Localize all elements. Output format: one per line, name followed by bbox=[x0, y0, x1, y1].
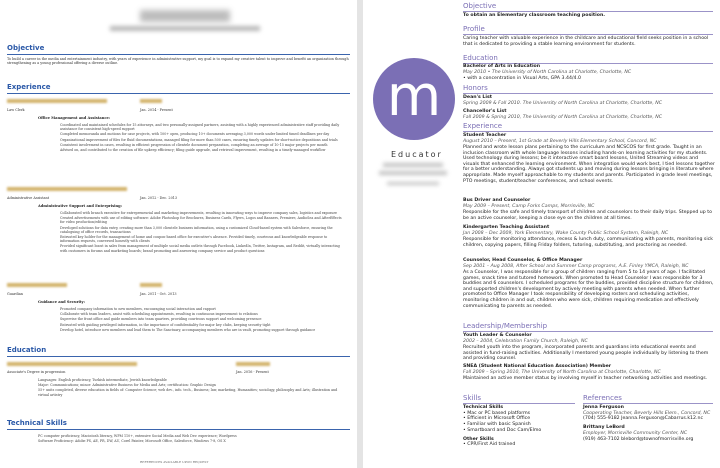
job-subheading: Office Management and Assistance: bbox=[38, 116, 111, 120]
honor-date: Spring 2009 & Fall 2010. The University of North Carolina at Charlotte, Charlotte, NC bbox=[463, 101, 663, 106]
divider bbox=[7, 356, 350, 357]
job-bullets bbox=[60, 123, 345, 153]
objective-text: To build a career in the media and entertainment industry, with years of experience in administrative support, my goal is to expand my creative talent to improve and benefit an organization through strengthening as a young professional offering a diverse outline. bbox=[7, 57, 349, 66]
list-item: Entrusted with guiding privileged information, in the importance of confidentiality for major key clubs, keeping security tight bbox=[60, 322, 271, 327]
list-item: Collaborated with branch executive for entrepreneurial and marketing improvements, resulting in innovating ways to improve company sales, logistics and exposure bbox=[60, 211, 337, 215]
skills-bullets bbox=[38, 434, 348, 444]
reference-contact: (704) 555-9182 Jeanna.Ferguson@Cabarrus.k12.nc bbox=[583, 416, 704, 422]
educator-title: Educator bbox=[391, 150, 443, 159]
list-item: Organizational improvement of files for fluid documentations, managed filing for more than 500 cases, ensuring timely updates for short-notice depositions and trials bbox=[60, 137, 338, 142]
reference-role: Employer, Morrisville Community Center, NC bbox=[583, 430, 688, 436]
reference-name: Jenna Ferguson bbox=[583, 405, 624, 410]
education-heading: Education bbox=[463, 54, 498, 62]
education-bullets bbox=[38, 378, 348, 398]
job-date: Jan. 2014 - Present bbox=[140, 108, 173, 112]
leadership-heading: Leadership/Membership bbox=[463, 322, 548, 330]
honor-title: Dean's List bbox=[463, 95, 493, 100]
list-item: Advised on, and contributed to the creation of file upkeep efficiency; filing guide upgrade, and retrieval improvement, resulting in a timely-managed workflow bbox=[60, 148, 326, 153]
job-date: Sep 2001 – Aug 2008, After School and Summer Camp programs, A.E. Finley YMCA, Raleigh, NC bbox=[463, 264, 689, 269]
role-description: Maintained an active member status by involving myself in teacher networking activities and meetings. bbox=[463, 376, 708, 381]
job-title: Counselor, Head Counselor, & Office Manager bbox=[463, 258, 583, 263]
divider bbox=[463, 403, 575, 404]
job-description: Responsible for monitoring attendance, recess & lunch duty, communicating with parents, monitoring sick children, copying papers, filling Friday folders, tutoring, substituting, and proctoring as needed. bbox=[463, 237, 713, 248]
list-item: Develop hotel, introduce new members and lead them to The Sanctuary, accompanying members who are in vault, promoting support through guidance bbox=[60, 327, 316, 332]
job-role: Administrative Assistant bbox=[7, 196, 50, 200]
role-title: Youth Leader & Counselor bbox=[463, 333, 532, 338]
list-item: Entrusted key holder for the management of home and coupon-based office for executive's absence. Provided timely, courteous and knowledgeable response to information requests, conversed honestly with clients bbox=[60, 235, 328, 244]
degree: Bachelor of Arts in Education bbox=[463, 64, 541, 69]
list-item: Supervise the front office and guide members into team quarters, providing courteous support and welcoming presence bbox=[60, 317, 262, 322]
redacted-location bbox=[140, 99, 162, 103]
reference-role: Cooperating Teacher, Beverly Hills Elem., Concord, NC bbox=[583, 410, 711, 416]
list-item: Provided significant boost in sales from management of multiple social media outlets through Facebook, LinkedIn, Twitter, Instagram, and Reddit, virtually interacting with customers in forums and marketing boards; brand promoting and answering company service and product questions bbox=[60, 244, 340, 253]
divider bbox=[7, 54, 350, 55]
objective-heading: Objective bbox=[7, 44, 45, 52]
list-item: Consistent involvement in cases, resulting in efficient progression of clientele document preparation, completing an average of 10-15 major projects per month bbox=[60, 142, 328, 147]
job-title: Student Teacher bbox=[463, 133, 507, 138]
list-item: Completed memoranda and motions for case projects, with 100+ open, producing 10+ documents averaging 3,000 words under limited timed deadlines per day bbox=[60, 132, 330, 137]
degree: Associate's Degree in progression bbox=[7, 370, 66, 374]
experience-heading: Experience bbox=[463, 122, 503, 130]
list-item: • Smartboard and Doc Cam/Elmo bbox=[463, 427, 542, 433]
job-description: Responsible for the safe and timely transport of children and counselors to their daily trips. Stepped up to be an active counselor, keeping a close eye on the children at all times. bbox=[463, 210, 712, 221]
job-date: May 2009 – Present, Camp Forks Camps, Morrisville, NC bbox=[463, 204, 595, 209]
job-description: Planned and wrote lesson plans pertaining to the curriculum and NCSCOS for first grade. Taught in an inclusion classroom with whole language lessons including hands-on learning activities for my students. Used technology during lessons; be it interactive smart board lessons, United Streaming videos and visuals that enhanced the learning environment. When integration would work best, I tied lessons together for a better understanding. Always got students up and moving during lessons bringing in literature where appropriate. Made myself approachable to my students and parents. Participated in grade level meetings, PTO meetings, student/teacher conferences, and school events. bbox=[463, 145, 715, 184]
redacted-employer bbox=[7, 187, 127, 191]
job-date: August 2010 – Present, 1st Grade at Beverly Hills Elementary School, Concord, NC bbox=[463, 139, 657, 144]
list-item: Developed solutions for data entry, creating more than 3,000 clientele business information, using a customized Cloud-based system with Salesforce, ensuring the cataloguing of office records, transactions bbox=[60, 225, 333, 234]
job-role: Law Clerk bbox=[7, 108, 25, 112]
list-item: • Efficient in Microsoft Office bbox=[463, 416, 531, 422]
redacted-school bbox=[7, 362, 137, 366]
list-item: Promoted company information to new members, encouraging social interaction and rapport bbox=[60, 307, 216, 311]
role-date: 2002 – 2004, Celebration Family Church, Raleigh, NC bbox=[463, 339, 588, 344]
honors-heading: Honors bbox=[463, 84, 488, 92]
job-bullets bbox=[60, 307, 345, 333]
list-item: 55+ units completed, diverse education in fields of: Computer Science; web dev., info. tech., Business; law, marketing, Humanities; sociology, philosophy and Arts; illustration and virtual artistry bbox=[38, 388, 338, 397]
list-item: Software Proficiency: Adobe PS, AE, PR, DW, AU, Corel Painter, Microsoft Office, Salesforce, Windows 7-8, OS X bbox=[38, 439, 226, 444]
divider bbox=[463, 331, 713, 332]
divider bbox=[7, 93, 350, 94]
divider bbox=[463, 11, 713, 12]
reference-contact: (919) 463-7102 blebord@townofmorrisville.org bbox=[583, 436, 694, 442]
job-subheading: Administrative Support and Enterprising: bbox=[38, 204, 122, 208]
job-subheading: Guidance and Security: bbox=[38, 300, 85, 304]
honor-date: Fall 2009 & Spring 2010, The University of North Carolina at Charlotte, Charlotte, NC bbox=[463, 115, 663, 120]
job-title: Kindergarten Teaching Assistant bbox=[463, 225, 550, 230]
resume-page-right bbox=[363, 0, 720, 468]
concentration: • with a concentration in Visual Arts, GPA 3.44/4.0 bbox=[463, 76, 581, 81]
list-item: Major: Communications; minor: Administrative Business for Media and Arts; certification: Graphic Design bbox=[38, 383, 216, 388]
divider bbox=[463, 131, 713, 132]
job-date: Jan. 2011 - Oct. 2013 bbox=[140, 292, 177, 296]
skills-subheading: Technical Skills bbox=[463, 405, 504, 410]
edu-date: Jan. 2016 - Present bbox=[236, 370, 269, 374]
reference-name: Brittany LeBord bbox=[583, 425, 625, 431]
list-item: • Mac or PC based platforms bbox=[463, 410, 531, 416]
education-heading: Education bbox=[7, 346, 47, 354]
monogram-logo: m bbox=[373, 58, 455, 140]
list-item: • Familiar with basic Spanish bbox=[463, 422, 531, 428]
skills-heading: Skills bbox=[463, 394, 481, 402]
skills-list bbox=[463, 405, 573, 448]
list-item: PC computer proficiency, Macintosh literacy, WPM 110+, extensive Social Media and Web Dev. experience; Wordpress bbox=[38, 434, 237, 438]
job-bullets bbox=[60, 211, 345, 254]
role-title: SNEA (Student National Education Association) Member bbox=[463, 364, 612, 369]
divider bbox=[463, 34, 713, 35]
list-item: Created advertisements with use of editing software: Adobe Photoshop for Brochures, Business Cards, Flyers, Logos and Banners, Premiere, AudioSea and AfterEffects for video production/editing bbox=[60, 216, 342, 225]
school: May 2010 • The University of North Carolina at Charlotte, Charlotte, NC bbox=[463, 70, 632, 75]
references-note: REFERENCES AVAILABLE UPON REQUEST bbox=[140, 460, 209, 464]
resume-page-left bbox=[0, 0, 357, 468]
divider bbox=[583, 403, 713, 404]
profile-heading: Profile bbox=[463, 25, 485, 33]
job-date: Jan. 2012 - Dec. 2013 bbox=[140, 196, 178, 200]
list-item: Collaborate with team leaders, assist with scheduling appointments, resulting in continuous improvement to relations bbox=[60, 312, 258, 317]
profile-text: Caring teacher with valuable experience in the childcare and educational field seeks position in a school that is dedicated to providing a stable learning environment for students. bbox=[463, 36, 709, 47]
redacted-location bbox=[140, 283, 162, 287]
job-description: As a Counselor, I was responsible for a group of children ranging from 5 to 14 years of age. I facilitated games, snack time and tutored homework. When promoted to Head Counselor I was responsible for 3 buddies and 6 counselors. I scheduled programs for the buddies, provided discipline structure for children, and supported children's development by actively meeting with parents when needed. When further promoted to Office Manager I took responsibility of developing rosters and scheduling activities, monitoring children in and out, children who were sick, children requiring medication and effectively communicating to parents as needed. bbox=[463, 270, 714, 309]
role-description: Recruited youth into the program, incorporated parents and guardians into educational events and assisted in fund-raising activities. Additionally I mentored young people individually by listening to them and providing counsel. bbox=[463, 345, 709, 362]
redacted-phone bbox=[383, 163, 443, 167]
skills-subheading: Other Skills bbox=[463, 436, 494, 442]
list-item: • CPR/First Aid trained bbox=[463, 442, 516, 448]
list-item: Languages: English proficiency, Turkish intermediate, Jewish knowledgeable bbox=[38, 378, 167, 382]
job-role: Guardian bbox=[7, 292, 23, 296]
objective-heading: Objective bbox=[463, 2, 497, 10]
role-date: Fall 2009 – Spring 2010, The University of North Carolina at Charlotte, Charlotte, NC bbox=[463, 370, 661, 375]
experience-heading: Experience bbox=[7, 83, 51, 91]
job-date: Jan 2008 – Dec 2009, York Elementary, Wake County Public School System, Raleigh, NC bbox=[463, 231, 669, 236]
redacted-email bbox=[379, 171, 447, 175]
honor-title: Chancellor's List bbox=[463, 109, 507, 114]
list-item: Coordinated and maintained schedules for 15 attorneys, and two personally-assigned partners, assisting with a highly experienced administrative staff providing daily assistance for consistent high-speed support bbox=[60, 123, 340, 132]
references-list bbox=[583, 405, 717, 442]
divider bbox=[7, 429, 350, 430]
redacted-contact bbox=[110, 26, 260, 31]
divider bbox=[463, 93, 713, 94]
redacted-employer bbox=[7, 99, 107, 103]
redacted-name bbox=[140, 10, 230, 22]
references-heading: References bbox=[583, 394, 622, 402]
redacted-location bbox=[236, 362, 270, 366]
skills-heading: Technical Skills bbox=[7, 419, 67, 427]
job-title: Bus Driver and Counselor bbox=[463, 198, 531, 203]
redacted-address bbox=[387, 182, 439, 185]
redacted-employer bbox=[7, 283, 67, 287]
objective-text: To obtain an Elementary classroom teaching position. bbox=[463, 13, 606, 18]
